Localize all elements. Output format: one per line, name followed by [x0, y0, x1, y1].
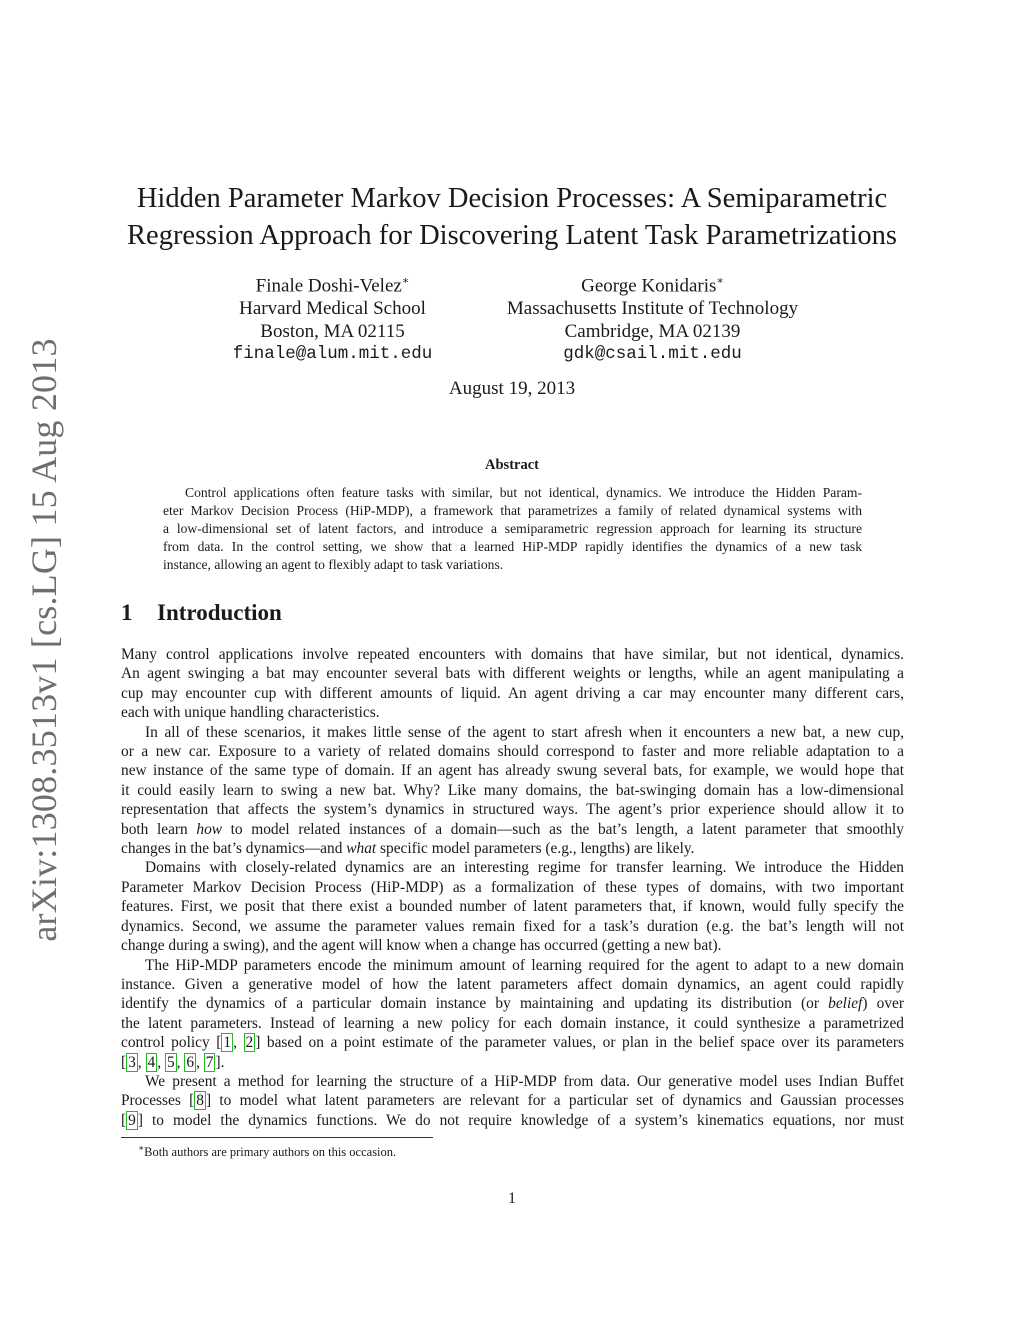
citation-link-3[interactable]: 3 [128, 1053, 136, 1071]
citation-link-7[interactable]: 7 [205, 1053, 214, 1071]
citation-link-8[interactable]: 8 [196, 1092, 204, 1110]
author-email: gdk@csail.mit.edu [563, 344, 742, 365]
footnote-divider [121, 1137, 433, 1138]
abstract-line: eter Markov Decision Process (HiP-MDP), a framework that parametrizes a family of related dynamical systems with [163, 503, 862, 518]
citation-link-6[interactable]: 6 [186, 1053, 195, 1071]
body-line: instance. Given a generative model of how the latent parameters affect domain dynamics, an agent could rapidly [121, 975, 904, 993]
body-line: In all of these scenarios, it makes little sense of the agent to start afresh when it encounters a new bat, a new cup, [145, 723, 904, 741]
body-line: [ 3 , 4 , 5 , 6 , 7 ]. [121, 1053, 225, 1071]
section-number: 1 [121, 600, 133, 625]
abstract-line: instance, allowing an agent to flexibly adapt to task variations. [163, 557, 504, 572]
author-name: Finale Doshi-Velez [255, 275, 402, 297]
abstract-line: from data. In the control setting, we show that a learned HiP-MDP rapidly identifies the dynamics of a new task [163, 539, 862, 554]
emphasis-how: how [196, 820, 223, 838]
abstract-heading: Abstract [485, 457, 539, 473]
author-email: finale@alum.mit.edu [232, 344, 433, 365]
abstract-line: Control applications often feature tasks with similar, but not identical, dynamics. We introduce the Hidden Param- [185, 485, 862, 500]
body-line: cup may encounter cup with different amounts of liquid. An agent driving a car may encounter many different cars, [121, 684, 904, 702]
body-line: or a new car. Exposure to a variety of related domains should correspond to faster and more reliable adaptation to a [121, 743, 904, 761]
body-line: dynamics. Second, we assume the parameter values remain fixed for a task’s duration (e.g. the bat’s length will not [121, 917, 904, 935]
citation-link-5[interactable]: 5 [166, 1053, 175, 1071]
title-line-2: Regression Approach for Discovering Latent Task Parametrizations [127, 220, 897, 251]
body-line: both learn how to model related instances of a domain—such as the bat’s length, a latent parameter that smoothly [121, 820, 904, 838]
author-footnote-mark: ∗ [401, 275, 410, 287]
body-line: new instance of the same type of domain. If an agent has already swung several bats, for example, we would hope that [121, 762, 904, 780]
body-line: We present a method for learning the structure of a HiP-MDP from data. Our generative model uses Indian Buffet [145, 1072, 904, 1090]
body-line: control policy [ 1 , 2 ] based on a point estimate of the parameter values, or plan in the belief space over its parameters [121, 1034, 904, 1052]
footnote-mark: ∗ [138, 1143, 145, 1153]
body-line: Domains with closely-related dynamics are an interesting regime for transfer learning. We introduce the Hidden [145, 859, 904, 877]
body-line: features. First, we posit that there exist a bounded number of latent parameters that, if known, would fully specify the [121, 898, 904, 916]
body-line: the latent parameters. Instead of learning a new policy for each domain instance, it could synthesize a parametrized [121, 1014, 904, 1032]
arxiv-identifier: arXiv:1308.3513v1 [cs.LG] 15 Aug 2013 [24, 338, 64, 942]
emphasis-belief: belief [828, 995, 863, 1013]
citation-link-4[interactable]: 4 [147, 1053, 156, 1071]
body-line: change during a swing), and the agent will know when a change has occurred (getting a new bat). [121, 937, 722, 955]
emphasis-what: what [346, 840, 377, 858]
body-line: [ 9 ] to model the dynamics functions. We do not require knowledge of a system’s kinematics equations, nor must [121, 1111, 904, 1129]
author-location: Cambridge, MA 02139 [564, 321, 741, 343]
author-block-1 [190, 270, 475, 366]
footnote [138, 1143, 396, 1160]
author-affiliation: Harvard Medical School [239, 298, 426, 320]
author-footnote-mark: ∗ [716, 275, 724, 287]
author-block-2 [470, 270, 835, 366]
body-line: An agent swinging a bat may encounter several bats with different weights or lengths, while an agent manipulating a [121, 665, 904, 683]
abstract-line: a low-dimensional set of latent factors, and introduce a semiparametric regression approach for learning its structure [163, 521, 862, 536]
page-number: 1 [508, 1190, 516, 1207]
body-line: Many control applications involve repeated encounters with domains that have similar, but not identical, dynamics. [121, 646, 904, 663]
introduction-body [121, 645, 904, 1130]
title-line-1: Hidden Parameter Markov Decision Processes: A Semiparametric [136, 183, 888, 214]
body-line: Processes [ 8 ] to model what latent parameters are relevant for a particular set of dynamics and Gaussian processes [121, 1092, 904, 1110]
section-heading-introduction [121, 600, 282, 626]
body-line: The HiP-MDP parameters encode the minimum amount of learning required for the agent to adapt to a new domain [145, 956, 904, 974]
author-affiliation: Massachusetts Institute of Technology [506, 298, 799, 320]
body-line: it could easily learn to swing a new bat. Why? Like many domains, the bat-swinging domain has a low-dimensional [121, 781, 904, 799]
citation-link-9[interactable]: 9 [128, 1111, 136, 1129]
citation-link-2[interactable]: 2 [245, 1034, 254, 1052]
author-name: George Konidaris [581, 275, 717, 297]
body-line: identify the dynamics of a particular domain instance by maintaining and updating its distribution (or belief) over [121, 995, 904, 1013]
citation-link-1[interactable]: 1 [223, 1034, 232, 1052]
body-line: representation that affects the system’s dynamics in structured ways. The agent’s prior experience should allow it to [121, 801, 904, 819]
author-location: Boston, MA 02115 [260, 321, 405, 343]
footnote-text: Both authors are primary authors on this occasion. [144, 1145, 397, 1160]
body-line: each with unique handling characteristics. [121, 704, 380, 722]
body-line: changes in the bat’s dynamics—and what specific model parameters (e.g., lengths) are likely. [121, 840, 695, 858]
body-line: Parameter Markov Decision Process (HiP-MDP) as a formalization of these types of domains, with two important [121, 878, 904, 896]
paper-title [100, 180, 924, 254]
abstract-body [163, 484, 862, 574]
section-title: Introduction [157, 600, 282, 625]
publication-date: August 19, 2013 [448, 378, 576, 399]
